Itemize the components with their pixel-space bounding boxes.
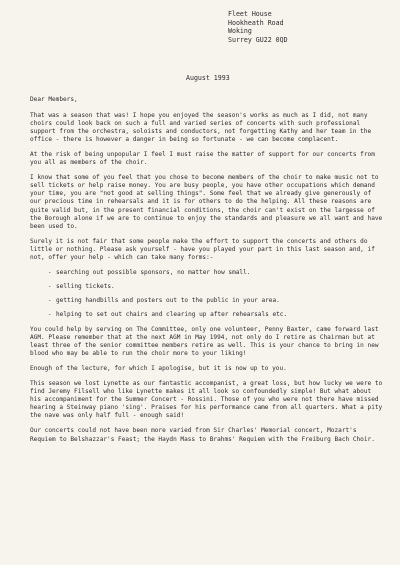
address-line: Woking [228,27,252,36]
letter-date: August 1993 [186,74,230,82]
list-item: . searching out possible sponsors, no matter how small. [48,269,385,277]
list-item: . getting handbills and posters out to the public in your area. [48,297,385,305]
help-options-list [30,269,385,319]
paragraph: At the risk of being unpopular I feel I must raise the matter of support for our concerts from you all as members of the choir. [30,151,375,167]
paragraph: This season we lost Lynette as our fantastic accompanist, a great loss, but how lucky we were to find Jeremy Filsell who like Lynette makes it all look so confoundedly simple! But what about his accompaniment for the Summer Concert - Rossini. Those of you who were not there have missed hearing a Steinway piano 'sing'. Praises for his performance came from all quarters. What a pity the nave was only half full - enough said! [30,380,383,420]
list-item: . selling tickets. [48,283,385,291]
letter-body [30,96,385,451]
paragraph: Enough of the lecture, for which I apologise, but it is now up to you. [30,365,287,373]
sender-address [228,10,288,44]
paragraph: Our concerts could not have been more varied from Sir Charles' Memorial concert, Mozart's Requiem to Belshazzar's Feast; the Haydn Mass to Brahms' Requiem with the Freiburg Bach Choir. [30,427,375,443]
paragraph: I know that some of you feel that you chose to become members of the choir to make music not to sell tickets or help raise money. You are busy people, you have other occupations which demand your time, you are "not good at selling things". Some feel that we already give generously of our precious time in rehearsals and it is for others to do the helping. All these reasons are quite valid but, in the present financial conditions, the choir can't exist on the largesse of the Borough alone if we are to continue to enjoy the standards and pleasure we all want and have been used to. [30,174,383,230]
paragraph: Surely it is not fair that some people make the effort to support the concerts and others do little or nothing. Please ask yourself - have you played your part in this last season and, if not, offer your help - which can take many forms:- [30,237,375,261]
paragraph: You could help by serving on The Committee, only one volunteer, Penny Baxter, came forward last AGM. Please remember that at the next AGM in May 1994, not only do I retire as Chairman but at least three of the senior committee members retire as well. This is your chance to bring in new blood who may be able to run the choir more to your liking! [30,325,379,358]
list-item: . helping to set out chairs and clearing up after rehearsals etc. [48,311,385,319]
paragraph: That was a season that was! I hope you enjoyed the season's works as much as I did, not many choirs could look back on such a full and varied series of concerts with such professional support from the orchestra, soloists and conductors, not forgetting Kathy and her team in the office - there is however a danger in being so fortunate - we can become complacent. [30,112,372,144]
greeting: Dear Members, [30,96,78,103]
address-line: Fleet House [228,10,272,18]
address-line: Surrey GU22 0QD [228,35,288,44]
address-line: Hookheath Road [228,18,284,27]
